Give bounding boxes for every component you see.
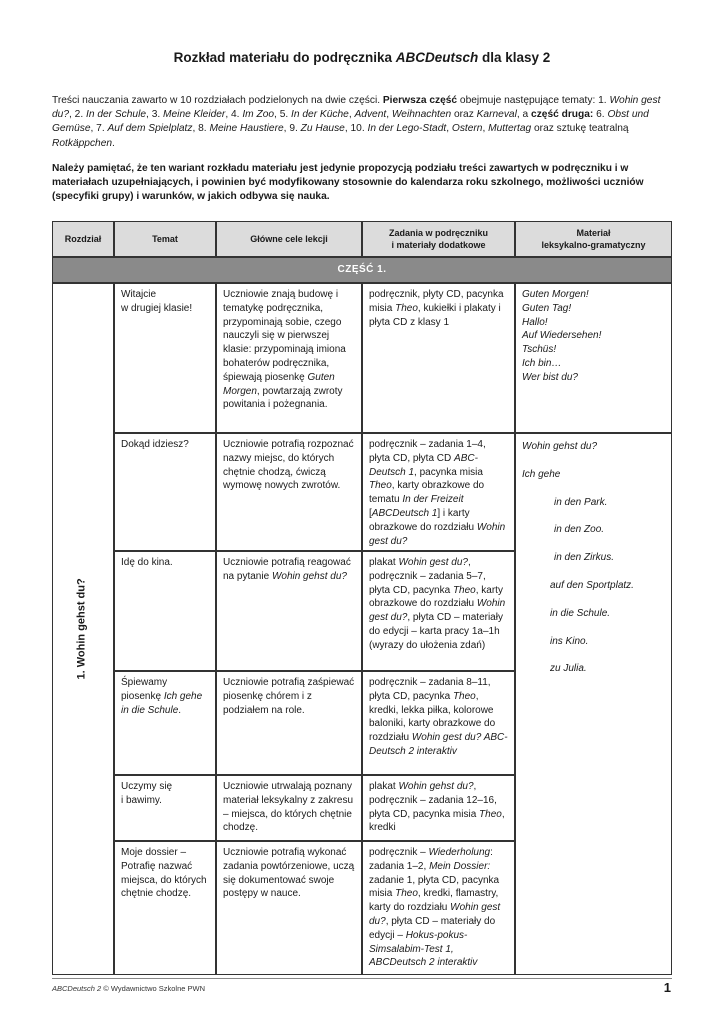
row5-tasks: plakat Wohin gehst du?, podręcznik – zadania 12–16, płyta CD, pacynka misia Theo, kredki [362, 775, 515, 841]
lexical-line: Tschüs! [522, 344, 557, 356]
lexical-line: Wer bist du? [522, 371, 578, 383]
row1-goals: Uczniowie znają budowę i tematykę podręcznika, przypominają sobie, czego nauczyli się w pierwszej klasie: przypominają imiona bohaterów podręcznika, śpiewają piosenkę Guten Morgen, powtarzają zwroty powitania i pożegnania. [216, 283, 362, 433]
row1-lexical [515, 283, 672, 433]
lexical-place: zu Julia. [550, 663, 587, 675]
row5-goals: Uczniowie utrwalają poznany materiał leksykalny z zakresu – miejsca, do których chętnie chodzę. [216, 775, 362, 841]
note-paragraph: Należy pamiętać, że ten wariant rozkładu materiału jest jedynie propozycją podziału treści zawartych w podręczniku i w materiałach uzupełniających, i powinien być modyfikowany stosownie do kalendarza roku szkolnego, możliwości uczniów (specyfiki grupy) i warunków, w jakich odbywa się nauka. [52, 163, 644, 203]
header-chapter: Rozdział [52, 221, 114, 257]
lexical-line: Guten Morgen! [522, 289, 589, 300]
lexical-line: Auf Wiedersehen! [522, 330, 602, 342]
chapter-label: 1. Wohin gehst du? [76, 578, 89, 680]
header-material [515, 221, 672, 257]
lexical-answer: Ich gehe [522, 468, 561, 480]
row1-topic: Witajcie w drugiej klasie! [114, 283, 216, 433]
chapter-cell [52, 283, 114, 975]
row6-tasks: podręcznik – Wiederholung: zadania 1–2, Mein Dossier: zadanie 1, płyta CD, pacynka misia Theo, kredki, flamastry, karty do rozdziału Wohin gest du?, płyta CD – materiały do edycji – Hokus-pokus-Simsalabim-Test 1, ABCDeutsch 2 interaktiv [362, 841, 515, 975]
row3-tasks: plakat Wohin gest du?, podręcznik – zadania 5–7, płyta CD, pacynka Theo, karty obrazkowe do rozdziału Wohin gest du?, płyta CD – materiały do edycji – karta pracy 1a–1h (wyrazy do ułożenia zdań) [362, 551, 515, 671]
intro-paragraph: Treści nauczania zawarto w 10 rozdziałach podzielonych na dwie części. Pierwsza część obejmuje następujące tematy: 1. Wohin gest du?, 2. In der Schule, 3. Meine Kleider, 4. Im Zoo, 5. In der Küche, Advent, Weihnachten oraz Karneval, a część druga: 6. Obst und Gemüse, 7. Auf dem Spielplatz, 8. Meine Haustiere, 9. Zu Hause, 10. In der Lego-Stadt, Ostern, Muttertag oraz sztukę teatralną Rotkäppchen. [52, 95, 661, 149]
header-goals: Główne cele lekcji [216, 221, 362, 257]
row1-tasks: podręcznik, płyty CD, pacynka misia Theo, kukiełki i plakaty i płyta CD z klasy 1 [362, 283, 515, 433]
syllabus-table [52, 221, 672, 975]
part-label: CZĘŚĆ 1. [52, 257, 672, 283]
row4-tasks: podręcznik – zadania 8–11, płyta CD, pacynka Theo, kredki, lekka piłka, kolorowe baloniki, karty obrazkowe do rozdziału Wohin gest du? ABC-Deutsch 2 interaktiv [362, 671, 515, 775]
lexical-place: in den Zirkus. [554, 552, 615, 564]
lexical-place: in den Zoo. [554, 524, 605, 536]
footer-credit: ABCDeutsch 2 © Wydawnictwo Szkolne PWN [52, 984, 206, 993]
header-material-line2: leksykalno-gramatyczny [541, 240, 646, 250]
row3-topic: Idę do kina. [114, 551, 216, 671]
header-tasks-line1: Zadania w podręczniku [388, 228, 489, 238]
header-tasks-line2: i materiały dodatkowe [391, 240, 486, 250]
row2-goals: Uczniowie potrafią rozpoznać nazwy miejsc, do których chętnie chodzą, ćwiczą wymowę nowych zwrotów. [216, 433, 362, 551]
row4-topic: Śpiewamy piosenkę Ich gehe in die Schule. [114, 671, 216, 775]
row3-goals: Uczniowie potrafią reagować na pytanie Wohin gehst du? [216, 551, 362, 671]
lexical-place: ins Kino. [550, 635, 589, 647]
lexical-question: Wohin gehst du? [522, 441, 598, 452]
lexical-line: Ich bin… [522, 357, 562, 369]
lexical-place: auf den Sportplatz. [550, 579, 634, 591]
lexical-place: in den Park. [554, 496, 608, 508]
page-number: 1 [663, 980, 671, 995]
lexical-line: Guten Tag! [522, 302, 572, 314]
row2-lexical [515, 433, 672, 975]
row2-tasks: podręcznik – zadania 1–4, płyta CD, płyta CD ABC-Deutsch 1, pacynka misia Theo, karty obrazkowe do tematu In der Freizeit [ABCDeutsch 1] i karty obrazkowe do rozdziału Wohin gest du? [362, 433, 515, 551]
footer-divider [52, 978, 672, 979]
row6-goals: Uczniowie potrafią wykonać zadania powtórzeniowe, uczą się dokumentować swoje postępy w nauce. [216, 841, 362, 975]
row2-topic: Dokąd idziesz? [114, 433, 216, 551]
header-material-line1: Materiał [576, 228, 611, 238]
header-tasks [362, 221, 515, 257]
lexical-place: in die Schule. [550, 607, 611, 619]
header-topic: Temat [114, 221, 216, 257]
page-title: Rozkład materiału do podręcznika ABCDeutsch dla klasy 2 [173, 50, 551, 65]
row6-topic: Moje dossier – Potrafię nazwać miejsca, do których chętnie chodzę. [114, 841, 216, 975]
row4-goals: Uczniowie potrafią zaśpiewać piosenkę chórem i z podziałem na role. [216, 671, 362, 775]
lexical-line: Hallo! [522, 316, 548, 328]
row5-topic: Uczymy się i bawimy. [114, 775, 216, 841]
